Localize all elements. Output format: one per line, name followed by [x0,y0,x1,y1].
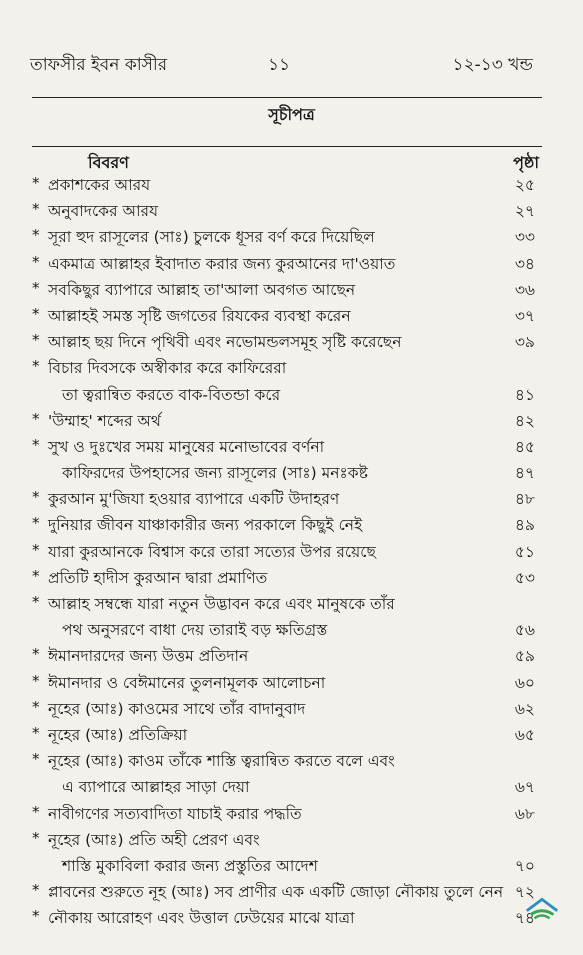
toc-entry-title: নূহের (আঃ) কাওম তাঁকে শাস্তি ত্বরান্বিত করতে বলে এবং [48,752,395,771]
toc-entry-page: ৬২ [514,699,535,718]
toc-entry-title: দুনিয়ার জীবন যাঞ্চাকারীর জন্য পরকালে কিছুই নেই [48,516,363,535]
volume-label: ১২-১৩ খন্ড [452,55,533,75]
toc-entry [0,353,583,379]
toc-entry-bullet: * [32,750,40,769]
toc-entry-page: ৫৯ [514,647,535,666]
toc-entry-title: সবকিছুর ব্যাপারে আল্লাহ তা'আলা অবগত আছেন [48,280,356,299]
toc-entry [0,170,583,196]
toc-entry-bullet: * [32,723,40,742]
toc-entry [0,877,583,903]
toc-entry-title: আল্লাহ ছয় দিনে পৃথিবী এবং নভোমন্ডলসমূহ সৃষ্টি করেছেন [48,333,402,352]
toc-entry-title: নাবীগণের সত্যবাদিতা যাচাই করার পদ্ধতি [48,804,302,823]
toc-entry-title: ঈমানদারদের জন্য উত্তম প্রতিদান [48,647,249,666]
toc-entry [0,563,583,589]
toc-entry [0,825,583,851]
toc-entry [0,903,583,929]
toc-entry-bullet: * [32,174,40,192]
toc-entry-title: কাফিরদের উপহাসের জন্য রাসূলের (সাঃ) মনঃকষ্ট [62,464,368,483]
toc-entry-title: ঈমানদার ও বেঈমানের তুলনামূলক আলোচনা [48,673,326,692]
toc-entry-title: আল্লাহই সমস্ত সৃষ্টি জগতের রিযকের ব্যবস্থা করেন [48,306,351,325]
toc-entry-bullet: * [32,802,40,821]
toc-entry-title: বিচার দিবসকে অস্বীকার করে কাফিরেরা [48,359,287,378]
toc-entry [0,484,583,510]
toc-entry-page: ৬৫ [514,725,535,744]
toc-entry-bullet: * [32,304,40,323]
toc-entry-bullet: * [32,331,40,350]
toc-entry-title: সুখ ও দুঃখের সময় মানুষের মনোভাবের বর্ণনা [48,437,325,456]
toc-entry [0,746,583,772]
toc-entry-page: ৩৬ [514,280,535,299]
toc-entry-title: প্লাবনের শুরুতে নূহ (আঃ) সব প্রাণীর এক একটি জোড়া নৌকায় তুলে নেন [48,883,504,902]
toc-entry-title: এ ব্যাপারে আল্লাহর সাড়া দেয়া [62,778,250,797]
toc-entry-title: কুরআন মু'জিযা হওয়ার ব্যাপারে একটি উদাহরণ [48,490,340,509]
toc-entry-page: ৪৭ [514,464,535,483]
toc-entry-title: অনুবাদকের আরয [48,202,159,221]
toc-entry [0,249,583,275]
toc-entry-bullet: * [32,226,40,245]
column-header-page: পৃষ্ঠা [513,153,539,172]
toc-entry [0,327,583,353]
toc-entry [0,668,583,694]
toc-entry-title: 'উম্মাহ' শব্দের অর্থ [48,411,161,430]
toc-entry [0,196,583,222]
toc-entry [0,222,583,248]
toc-entry-title: নূহের (আঃ) প্রতিক্রিয়া [48,725,188,744]
toc-entry-bullet: * [32,435,40,454]
book-title: তাফসীর ইবন কাসীর [30,55,168,75]
toc-entry-page: ৭০ [514,856,535,875]
toc-entry [0,772,583,798]
toc-entry-bullet: * [32,881,40,900]
toc-entry-page: ৪২ [514,411,535,430]
toc-entry-page: ২৫ [514,176,535,194]
toc-entry-bullet: * [32,645,40,664]
toc-entry-page: ৬০ [514,673,535,692]
toc-entry-bullet: * [32,357,40,376]
toc-entry [0,458,583,484]
publisher-logo-icon [523,891,561,921]
toc-entry-title: প্রকাশকের আরয [48,176,151,194]
toc-entry-bullet: * [32,671,40,690]
toc-entry-page: ৪৫ [514,437,535,456]
toc-entry-page: ৬৮ [514,804,535,823]
toc-entry-page: ৪৯ [514,516,535,535]
toc-entry-title: নূহের (আঃ) কাওমের সাথে তাঁর বাদানুবাদ [48,699,306,718]
page-number: ১১ [268,55,291,75]
toc-entry [0,589,583,615]
toc-entry [0,720,583,746]
toc-entry [0,641,583,667]
toc-entry [0,380,583,406]
toc-entry-title: একমাত্র আল্লাহর ইবাদাত করার জন্য কুরআনের দা'ওয়াত [48,254,396,273]
toc-divider [32,146,542,147]
toc-entry-bullet: * [32,514,40,533]
toc-entry-bullet: * [32,488,40,507]
toc-entry-page: ৬৭ [514,778,535,797]
toc-entry-page: ৫৩ [514,568,535,587]
toc-entry-page: ৫১ [514,542,535,561]
toc-entry-bullet: * [32,697,40,716]
toc-title: সূচীপত্র [268,105,315,124]
toc-entry [0,406,583,432]
toc-entry [0,432,583,458]
toc-entry [0,510,583,536]
toc-entry-page: ৪১ [514,385,535,404]
toc-entry-bullet: * [32,907,40,926]
toc-entry-page: ৭৪ [514,909,535,928]
toc-entry [0,537,583,563]
toc-entry-page: ৩৪ [514,254,535,273]
toc-entry-page: ২৭ [514,202,535,221]
toc-entry-title: প্রতিটি হাদীস কুরআন দ্বারা প্রমাণিত [48,568,268,587]
toc-entry [0,275,583,301]
toc-entry-page: ৩৯ [514,333,535,352]
toc-entry-bullet: * [32,409,40,428]
toc-entry-bullet: * [32,278,40,297]
toc-entry-page: ৭২ [514,883,535,902]
toc-entry-page: ৩৭ [514,306,535,325]
toc-entries [0,170,583,929]
toc-entry-page: ৪৮ [514,490,535,509]
toc-entry-title: যারা কুরআনকে বিশ্বাস করে তারা সত্যের উপর রয়েছে [48,542,376,561]
column-header-description: বিবরণ [88,153,129,172]
toc-entry-bullet: * [32,540,40,559]
toc-entry [0,851,583,877]
toc-entry-bullet: * [32,593,40,611]
toc-entry-title: আল্লাহ সম্বন্ধে যারা নতুন উদ্ভাবন করে এবং মানুষকে তাঁর [48,595,395,613]
toc-entry-page: ৫৬ [514,621,535,640]
toc-entry-page: ৩৩ [514,228,535,247]
toc-entry [0,799,583,825]
top-divider [32,97,542,98]
toc-entry-title: তা ত্বরান্বিত করতে বাক-বিতন্ডা করে [62,385,281,404]
toc-entry-title: সূরা হুদ রাসূলের (সাঃ) চুলকে ধূসর বর্ণ করে দিয়েছিল [48,228,375,247]
toc-entry-bullet: * [32,200,40,219]
toc-entry [0,301,583,327]
toc-entry-title: শাস্তি মুকাবিলা করার জন্য প্রস্তুতির আদেশ [62,856,318,875]
toc-entry-bullet: * [32,566,40,585]
toc-entry [0,615,583,641]
toc-entry-title: নৌকায় আরোহণ এবং উত্তাল ঢেউয়ের মাঝে যাত্রা [48,909,355,928]
toc-entry-bullet: * [32,252,40,271]
toc-entry-title: নূহের (আঃ) প্রতি অহী প্রেরণ এবং [48,830,260,849]
toc-entry-title: পথ অনুসরণে বাধা দেয় তারাই বড় ক্ষতিগ্রস্ত [62,621,328,640]
toc-entry [0,694,583,720]
page-header [0,52,583,82]
toc-entry-bullet: * [32,828,40,847]
